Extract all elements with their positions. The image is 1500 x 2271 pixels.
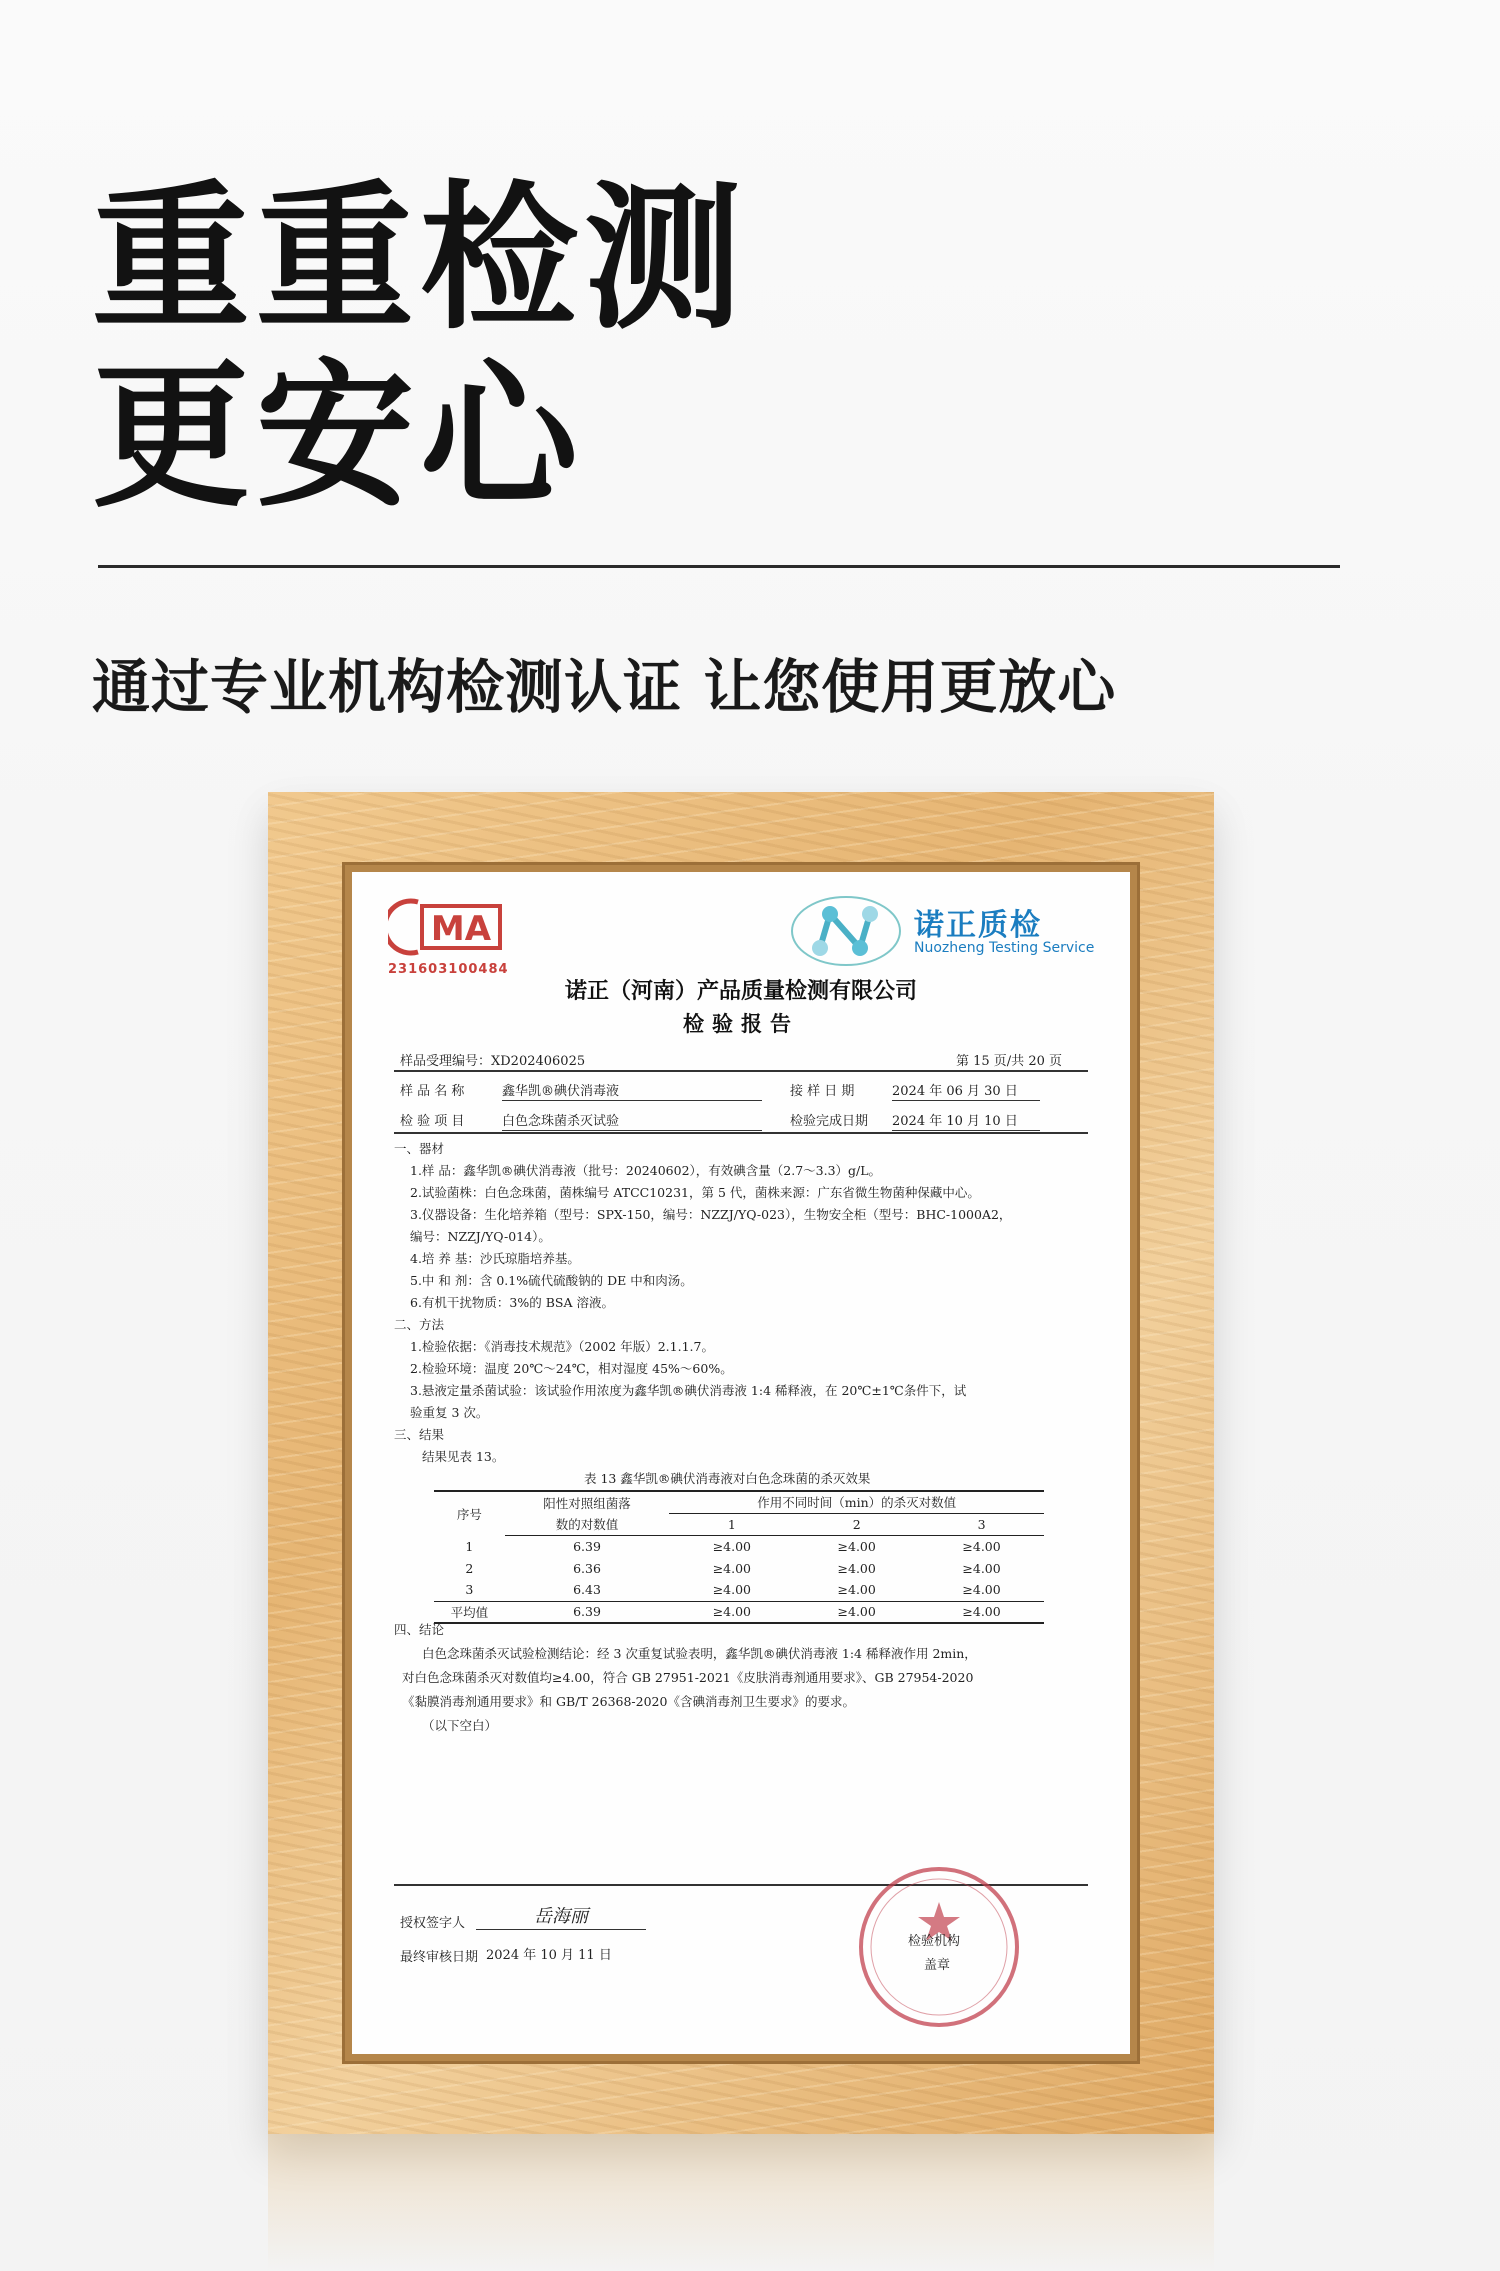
cell-pos: 6.36 [573,1560,601,1576]
subtitle: 通过专业机构检测认证 让您使用更放心 [92,653,1117,721]
divider [98,565,1340,568]
equip-line-4: 4.培 养 基：沙氏琼脂培养基。 [410,1251,580,1266]
conclusion-line-3: 《黏膜消毒剂通用要求》和 GB/T 26368-2020《含碘消毒剂卫生要求》的要求。 [402,1694,855,1709]
cell-t3: ≥4.00 [962,1560,1001,1576]
frame-reflection [268,2134,1214,2271]
report-title: 检验报告 [683,1012,799,1036]
test-item-label: 检 验 项 目 [400,1114,465,1129]
logo-cn: 诺正质检 [914,908,1042,943]
company-name: 诺正（河南）产品质量检测有限公司 [564,979,917,1004]
th-time-1: 1 [669,1513,794,1535]
cell-t3: ≥4.00 [962,1538,1001,1554]
hero-title [92,167,748,529]
rule-top [394,1070,1088,1072]
cell-seq: 2 [465,1560,474,1576]
equip-line-1: 1.样 品：鑫华凯®碘伏消毒液（批号：20240602），有效碘含量（2.7～3.3）g/L。 [410,1163,882,1178]
test-report-certificate [352,872,1130,2054]
conclusion-line-4: （以下空白） [422,1718,498,1733]
cell-t2: ≥4.00 [837,1560,876,1576]
cma-mark [388,898,508,977]
rule-mid [394,1132,1088,1134]
nuozheng-logo [790,894,1110,974]
section-2-title: 二、方法 [394,1317,445,1332]
cell-t2: ≥4.00 [794,1601,919,1623]
seal-label-2: 盖章 [924,1958,951,1973]
cell-t1: ≥4.00 [669,1601,794,1623]
th-time-3: 3 [919,1513,1044,1535]
table-row [434,1557,1044,1579]
test-item-value: 白色念珠菌杀灭试验 [502,1110,762,1131]
hero-line-2: 更安心 [92,345,584,529]
cell-pos: 6.39 [573,1538,601,1554]
review-date-value: 2024 年 10 月 11 日 [486,1948,612,1963]
cell-t1: ≥4.00 [712,1582,751,1598]
method-line-3: 3.悬液定量杀菌试验：该试验作用浓度为鑫华凯®碘伏消毒液 1:4 稀释液，在 20℃±1℃条件下，试 [410,1383,967,1398]
method-line-1: 1.检验依据：《消毒技术规范》（2002 年版）2.1.1.7。 [410,1339,714,1354]
cma-logo-icon [388,898,504,956]
sample-name-label: 样 品 名 称 [400,1084,465,1099]
cell-t3: ≥4.00 [962,1582,1001,1598]
section-1-title: 一、器材 [394,1141,445,1156]
receive-date-label: 接 样 日 期 [790,1084,855,1099]
signer-label: 授权签字人 [400,1916,466,1931]
equip-line-3b: 编号：NZZJ/YQ-014）。 [410,1229,551,1244]
section-3-title: 三、结果 [394,1427,445,1442]
cell-t3: ≥4.00 [919,1601,1044,1623]
table-row [434,1535,1044,1557]
cell-t2: ≥4.00 [837,1582,876,1598]
cma-text: MA [430,909,492,949]
section-4-title: 四、结论 [394,1622,445,1637]
receive-date-value: 2024 年 06 月 30 日 [892,1080,1040,1101]
complete-date-value: 2024 年 10 月 10 日 [892,1110,1040,1131]
hero-line-1: 重重检测 [92,167,748,351]
method-line-3b: 验重复 3 次。 [410,1405,489,1420]
cell-t1: ≥4.00 [712,1560,751,1576]
sample-name-value: 鑫华凯®碘伏消毒液 [502,1080,762,1101]
th-positive-1: 阳性对照组菌落 [505,1491,670,1513]
cell-t2: ≥4.00 [837,1538,876,1554]
seal-label-1: 检验机构 [908,1934,961,1949]
cma-number: 231603100484 [388,962,509,977]
conclusion-line-2: 对白色念珠菌杀灭对数值均≥4.00，符合 GB 27951-2021《皮肤消毒剂通用要求》、GB 27954-2020 [402,1670,974,1685]
method-line-2: 2.检验环境：温度 20℃～24℃，相对湿度 45%～60%。 [410,1361,733,1376]
page-info: 第 15 页/共 20 页 [956,1054,1062,1069]
table-row [434,1579,1044,1601]
cell-pos: 6.43 [573,1582,601,1598]
results-table [434,1490,1044,1624]
equip-line-5: 5.中 和 剂：含 0.1%硫代硫酸钠的 DE 中和肉汤。 [410,1273,693,1288]
review-date-label: 最终审核日期 [400,1950,479,1965]
result-line-1: 结果见表 13。 [422,1449,505,1464]
conclusion-line-1: 白色念珠菌杀灭试验检测结论：经 3 次重复试验表明，鑫华凯®碘伏消毒液 1:4 稀释液作用 2min， [422,1646,977,1661]
complete-date-label: 检验完成日期 [790,1114,869,1129]
table-row-average [434,1601,1044,1623]
signer-signature: 岳海丽 [476,1902,646,1930]
th-group: 作用不同时间（min）的杀灭对数值 [669,1491,1044,1513]
equip-line-3: 3.仪器设备：生化培养箱（型号：SPX-150，编号：NZZJ/YQ-023），生物安全柜（型号：BHC-1000A2， [410,1207,1012,1222]
logo-en: Nuozheng Testing Service [914,940,1095,956]
th-time-2: 2 [794,1513,919,1535]
molecule-logo-icon [790,894,902,968]
equip-line-2: 2.试验菌株：白色念珠菌，菌株编号 ATCC10231，第 5 代，菌株来源：广东省微生物菌种保藏中心。 [410,1185,980,1200]
th-seq: 序号 [434,1491,505,1535]
wooden-frame [268,792,1214,2134]
cell-seq: 平均值 [434,1601,505,1623]
cell-t1: ≥4.00 [712,1538,751,1554]
equip-line-6: 6.有机干扰物质：3%的 BSA 溶液。 [410,1295,614,1310]
cell-seq: 1 [465,1538,474,1554]
table-caption: 表 13 鑫华凯®碘伏消毒液对白色念珠菌的杀灭效果 [584,1471,871,1486]
cell-pos: 6.39 [505,1601,670,1623]
th-positive-2: 数的对数值 [505,1513,670,1535]
cell-seq: 3 [465,1582,474,1598]
sample-no: 样品受理编号：XD202406025 [400,1054,586,1069]
